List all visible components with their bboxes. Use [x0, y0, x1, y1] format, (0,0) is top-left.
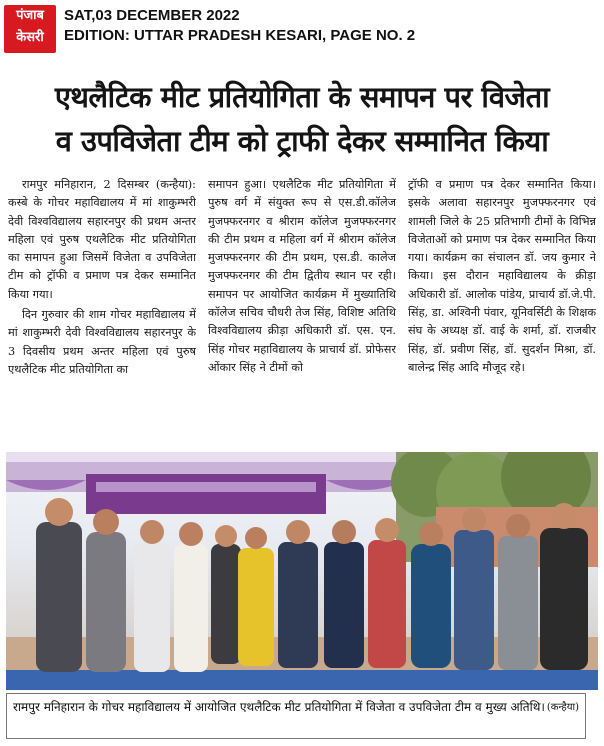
- article-body: [8, 176, 596, 452]
- photo-caption: [6, 693, 586, 739]
- paragraph: ट्रॉफी व प्रमाण पत्र देकर सम्मानित किया। इसके अलावा सहारनपुर मुजफ्फरनगर एवं शामली जिले के 25 प्रतिभागी टीमों के विभिन्न विजेताओं को प्रमाण पत्र देकर सम्मानित किया गया। कार्यक्रम का संचालन डॉ. जय कुमार ने किया। इस दौरान महाविद्यालय के क्रीड़ा अधिकारी डॉ. आलोक पांडेय, प्राचार्य डॉ.जे.पी. सिंह, डा. अश्विनी पंवार, यूनिवर्सिटी के शिक्षक संघ के अध्यक्ष डॉ. वाई के शर्मा, डॉ. राजबीर सिंह, डॉ. प्रवीण सिंह, डॉ. सुदर्शन मिश्रा, डॉ. बालेन्द्र सिंह आदि मौजूद रहे।: [408, 178, 596, 374]
- headline-line-2: व उपविजेता टीम को ट्राफी देकर सम्मानित किया: [55, 124, 549, 158]
- headline-line-1: एथलैटिक मीट प्रतियोगिता के समापन पर विजेता: [54, 80, 550, 114]
- event-photo-illustration: [6, 452, 598, 690]
- caption-text: रामपुर मनिहारान के गोचर महाविद्यालय में आयोजित एथलैटिक मीट प्रतियोगिता में विजेता व उपविजेता टीम व मुख्य अतिथि।: [13, 700, 545, 714]
- article-column-2: [208, 176, 396, 452]
- article-column-1: [8, 176, 196, 452]
- paragraph: दिन गुरुवार की शाम गोचर महाविद्यालय में मां शाकुम्भरी देवी विश्वविद्यालय सहारनपुर के 3 दिवसीय प्रथम अन्तर महिला एवं पुरुष एथलैटिक मीट प्रतियोगिता का: [8, 308, 196, 376]
- article-headline: [0, 75, 604, 163]
- edition-meta: [64, 6, 415, 46]
- paragraph: समापन हुआ। एथलैटिक मीट प्रतियोगिता में पुरुष वर्ग में संयुक्त रूप से एस.डी.कॉलेज मुजफ्फरनगर व श्रीराम कॉलेज मुजफ्फरनगर की टीम प्रथम व महिला वर्ग में श्रीराम कॉलेज मुजफ्फरनगर की टीम प्रथम, एस.डी. कालेज मुजफ्फरनगर की टीम द्वितीय स्थान पर रही। समापन पर आयोजित कार्यक्रम में मुख्यातिथि कॉलेज सचिव चौधरी तेज सिंह, विशिष्ट अतिथि विश्वविद्यालय क्रीड़ा अधिकारी डॉ. एस. एन. सिंह गोचर महाविद्यालय के प्राचार्य डॉ. प्रोफेसर ओंकार सिंह ने टीमों को: [208, 178, 396, 374]
- paragraph: रामपुर मनिहारान, 2 दिसम्बर (कन्हैया): कस्बे के गोचर महाविद्यालय में मां शाकुम्भरी देवी विश्वविद्यालय सहारनपुर की प्रथम अन्तर महिला एवं पुरुष एथलैटिक मीट प्रतियोगिता का समापन हुआ जिसमें विजेता व उपविजेता टीम को ट्रॉफी व प्रमाण पत्र देकर सम्मानित किया गया।: [8, 178, 196, 301]
- punjab-kesari-logo: [4, 5, 56, 53]
- masthead: [0, 0, 604, 62]
- publication-date: SAT,03 DECEMBER 2022: [64, 7, 240, 24]
- logo-line-1: पंजाब: [16, 8, 44, 23]
- edition-info: EDITION: UTTAR PRADESH KESARI, PAGE NO. 2: [64, 27, 416, 44]
- event-photo: [6, 452, 598, 690]
- article-column-3: [408, 176, 596, 452]
- caption-credit: (कन्हैया): [546, 702, 579, 713]
- logo-line-2: केसरी: [16, 30, 44, 45]
